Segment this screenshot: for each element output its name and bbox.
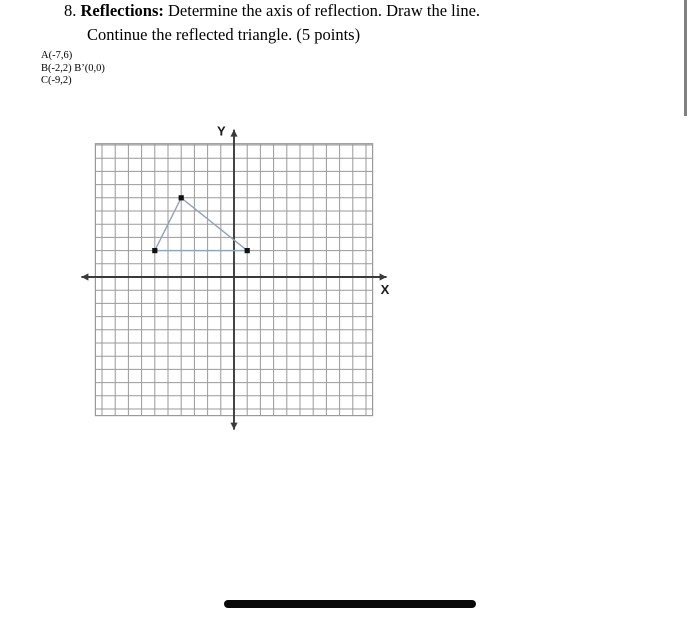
coordinate-plane-graph (80, 115, 400, 445)
axes (81, 130, 386, 430)
graph-svg (80, 115, 400, 445)
coordinate-list (41, 50, 105, 88)
page-edge-rule (684, 0, 687, 116)
question-topic-label: Reflections: (80, 1, 164, 20)
question-number: 8. (64, 1, 77, 20)
question-line-2: Continue the reflected triangle. (5 points) (87, 25, 361, 44)
question-line-1-text: Determine the axis of reflection. Draw the line. (163, 1, 481, 20)
vertex-point-c (152, 248, 157, 253)
y-axis-arrow-down (230, 423, 237, 430)
coordinate-item-b: B(-2,2) B’(0,0) (41, 62, 105, 74)
bottom-black-bar (224, 600, 476, 608)
vertex-point-a (179, 195, 184, 200)
vertex-point-b (245, 248, 250, 253)
coordinate-item-c: C(-9,2) (41, 75, 72, 86)
y-axis-label: Y (217, 123, 226, 139)
coordinate-item-a: A(-7,6) (41, 50, 73, 61)
x-axis-label: X (380, 282, 390, 297)
x-axis-arrow-right (380, 273, 387, 280)
x-axis-arrow-left (81, 273, 88, 280)
question-line-1 (64, 1, 480, 21)
y-axis-arrow-up (230, 130, 237, 137)
